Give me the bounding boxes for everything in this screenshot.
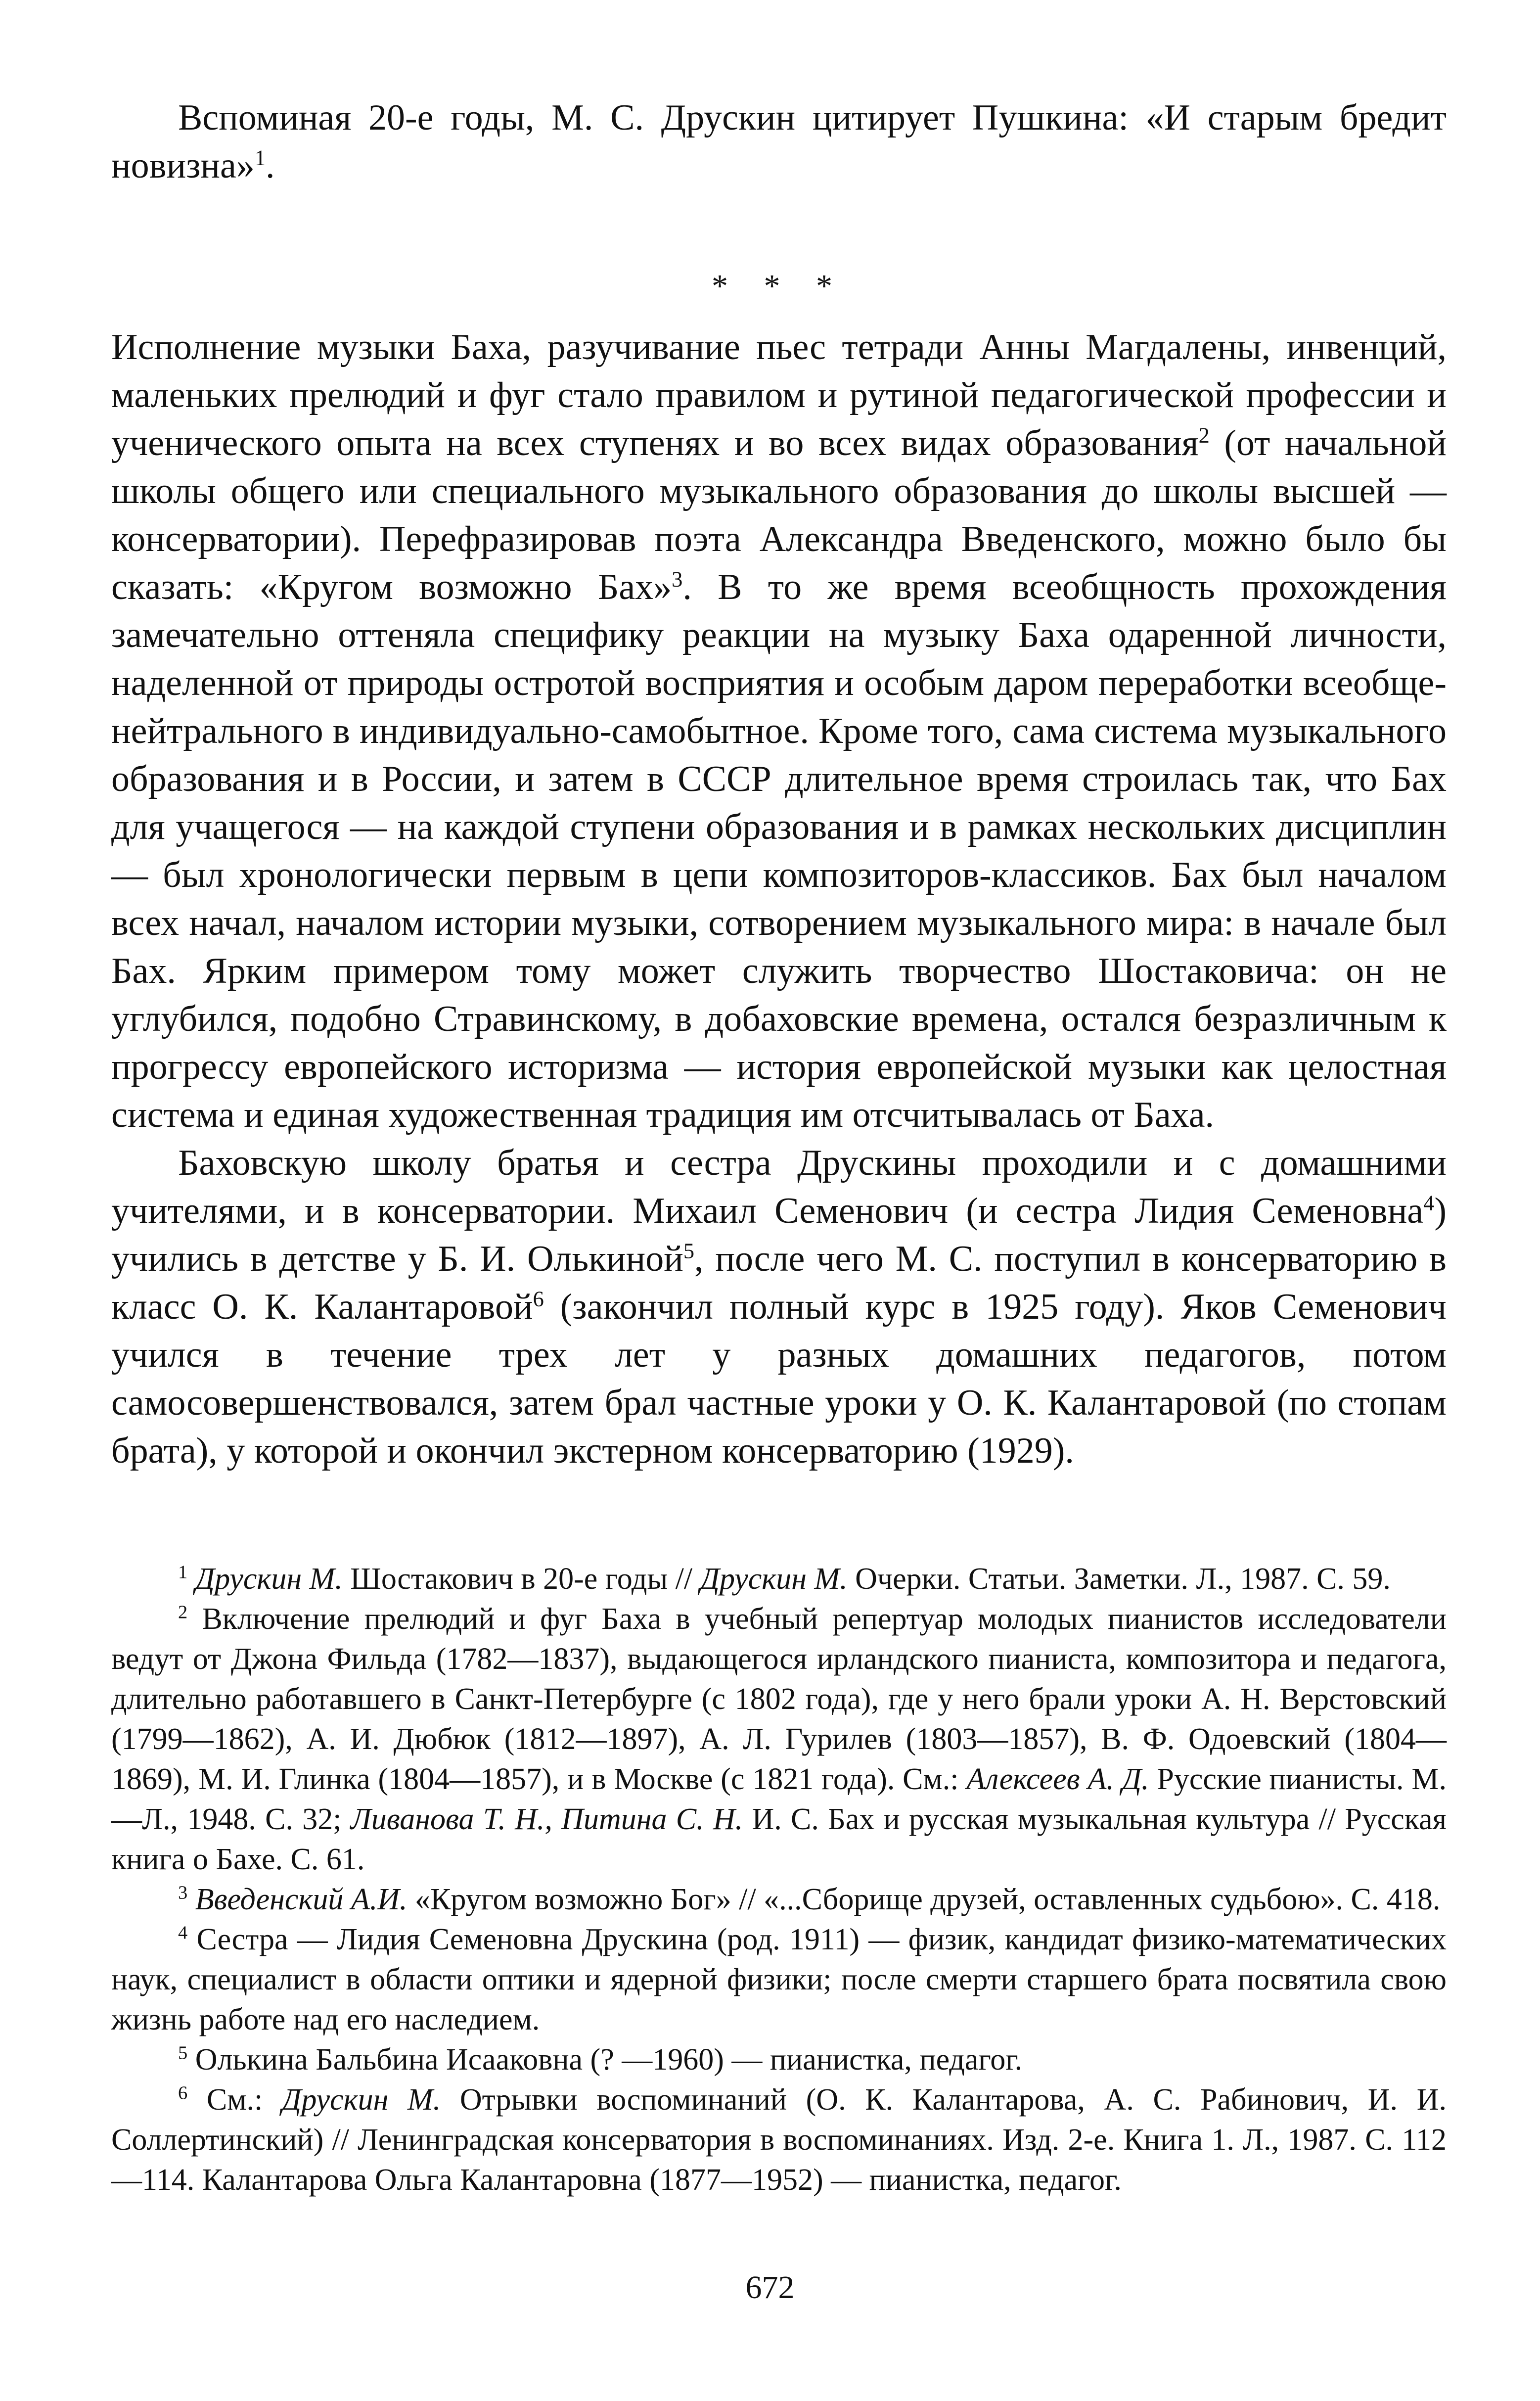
footnote-marker: 2 [1198,422,1210,448]
main-paragraph-1 [111,323,1447,1139]
text-run: Сестра — Лидия Семеновна Друскина (род. 1911) — физик, кандидат физико-математических наук, специалист в области оптики и ядерной физики; после смерти старшего брата посвятила свою жизнь работе над его наследием. [111,1923,1447,2036]
text-run: И. С. Бах и русская музыкальная культура // Русская книга о Бахе. С. 61. [111,1802,1447,1876]
text-run: . [266,145,275,186]
section-separator: * * * [712,268,846,304]
main-paragraph-2 [111,1139,1447,1475]
footnotes-section [111,1559,1447,2200]
page-number: 672 [745,2269,795,2306]
text-run: . В то же время всеобщность прохождения замечательно оттеняла специфику реакции на музыку Баха одаренной личности, наделенной от природы остротой восприятия и особым даром переработки всеобще-нейтрального в индивидуально-самобытное. Кроме того, сама система музыкального образования и в России, и затем в СССР длительное время строилась так, что Бах для учащегося — на каждой ступени образования и в рамках нескольких дисциплин — был хронологически первым в цепи композиторов-классиков. Бах был началом всех начал, началом истории музыки, сотворением музыкального мира: в начале был Бах. Ярким примером тому может служить творчество Шостаковича: он не углубился, подобно Стравинскому, в добаховские времена, остался безразличным к прогрессу европейского историзма — история европейской музыки как целостная система и единая художественная традиция им отсчитывалась от Баха. [111,567,1447,1135]
footnote-marker: 1 [178,1562,188,1583]
text-run: Исполнение музыки Баха, разучивание пьес тетради Анны Магдалены, инвенций, маленьких прелюдий и фуг стало правилом и рутиной педагогической профессии и ученического опыта на всех ступенях и во всех видах образования [111,327,1447,463]
footnote-2 [111,1599,1447,1880]
text-run: Баховскую школу братья и сестра Друскины проходили и с домашними учителями, и в консерватории. Михаил Семенович (и сестра Лидия Семеновна [111,1143,1447,1231]
text-run: Включение прелюдий и фуг Баха в учебный репертуар молодых пианистов исследователи ведут от Джона Фильда (1782—1837), выдающегося ирландского пианиста, композитора и педагога, длительно работавшего в Санкт-Петербурге (с 1802 года), где у него брали уроки А. Н. Верстовский (1799—1862), А. И. Дюбюк (1812—1897), А. Л. Гурилев (1803—1857), В. Ф. Одоевский (1804—1869), М. И. Глинка (1804—1857), и в Москве (с 1821 года). См.: [111,1602,1447,1796]
text-run: ) учились в детстве у Б. И. Олькиной [111,1191,1447,1279]
footnote-marker: 6 [178,2082,188,2104]
footnote-marker: 3 [178,1882,188,1903]
italic-text: Друскин М. [281,2083,441,2117]
footnote-1 [111,1559,1447,1599]
footnote-marker: 6 [533,1286,544,1311]
italic-text: Введенский А.И. [195,1883,408,1916]
footnote-marker: 5 [178,2042,188,2064]
footnote-6 [111,2080,1447,2200]
text-run: , после чего М. С. поступил в консерваторию в класс О. К. Калантаровой [111,1239,1447,1327]
text-run [187,1562,195,1596]
text-run: (от начальной школы общего или специального музыкального образования до школы высшей — консерватории). Перефразировав поэта Александра Введенского, можно было бы сказать: «Кругом возможно Бах» [111,423,1447,607]
italic-text: Ливанова Т. Н., Питина С. Н. [350,1802,743,1836]
italic-text: Алексеев А. Д. [966,1762,1149,1796]
footnote-marker: 4 [1423,1190,1435,1215]
intro-paragraph [111,94,1447,190]
italic-text: Друскин М. [195,1562,343,1596]
footnote-marker: 4 [178,1922,188,1943]
footnote-4 [111,1920,1447,2040]
footnote-marker: 5 [683,1238,695,1263]
italic-text: Друскин М. [700,1562,848,1596]
footnote-5 [111,2040,1447,2080]
footnote-3 [111,1880,1447,1920]
text-run: См.: [187,2083,282,2117]
page-content [111,94,1447,2200]
text-run: «Кругом возможно Бог» // «...Сборище друзей, оставленных судьбою». С. 418. [407,1883,1441,1916]
text-run: Шостакович в 20-е годы // [342,1562,700,1596]
footnote-marker: 3 [672,566,683,592]
text-run: Вспоминая 20-е годы, М. С. Друскин цитирует Пушкина: «И старым бредит новизна» [111,97,1447,186]
text-run: Очерки. Статьи. Заметки. Л., 1987. С. 59. [847,1562,1391,1596]
footnote-marker: 1 [254,145,266,170]
text-run: Олькина Бальбина Исааковна (? —1960) — пианистка, педагог. [187,2043,1023,2077]
text-run: (закончил полный курс в 1925 году). Яков Семенович учился в течение трех лет у разных домашних педагогов, потом самосовершенствовался, затем брал частные уроки у О. К. Калантаровой (по стопам брата), у которой и окончил экстерном консерваторию (1929). [111,1287,1447,1471]
footnote-marker: 2 [178,1602,188,1623]
text-run: Русские пианисты. М.—Л., 1948. С. 32; [111,1762,1447,1836]
text-run [187,1883,195,1916]
text-run: Отрывки воспоминаний (О. К. Калантарова, А. С. Рабинович, И. И. Соллертинский) // Ленинградская консерватория в воспоминаниях. Изд. 2-е. Книга 1. Л., 1987. С. 112—114. Калантарова Ольга Калантаровна (1877—1952) — пианистка, педагог. [111,2083,1447,2197]
